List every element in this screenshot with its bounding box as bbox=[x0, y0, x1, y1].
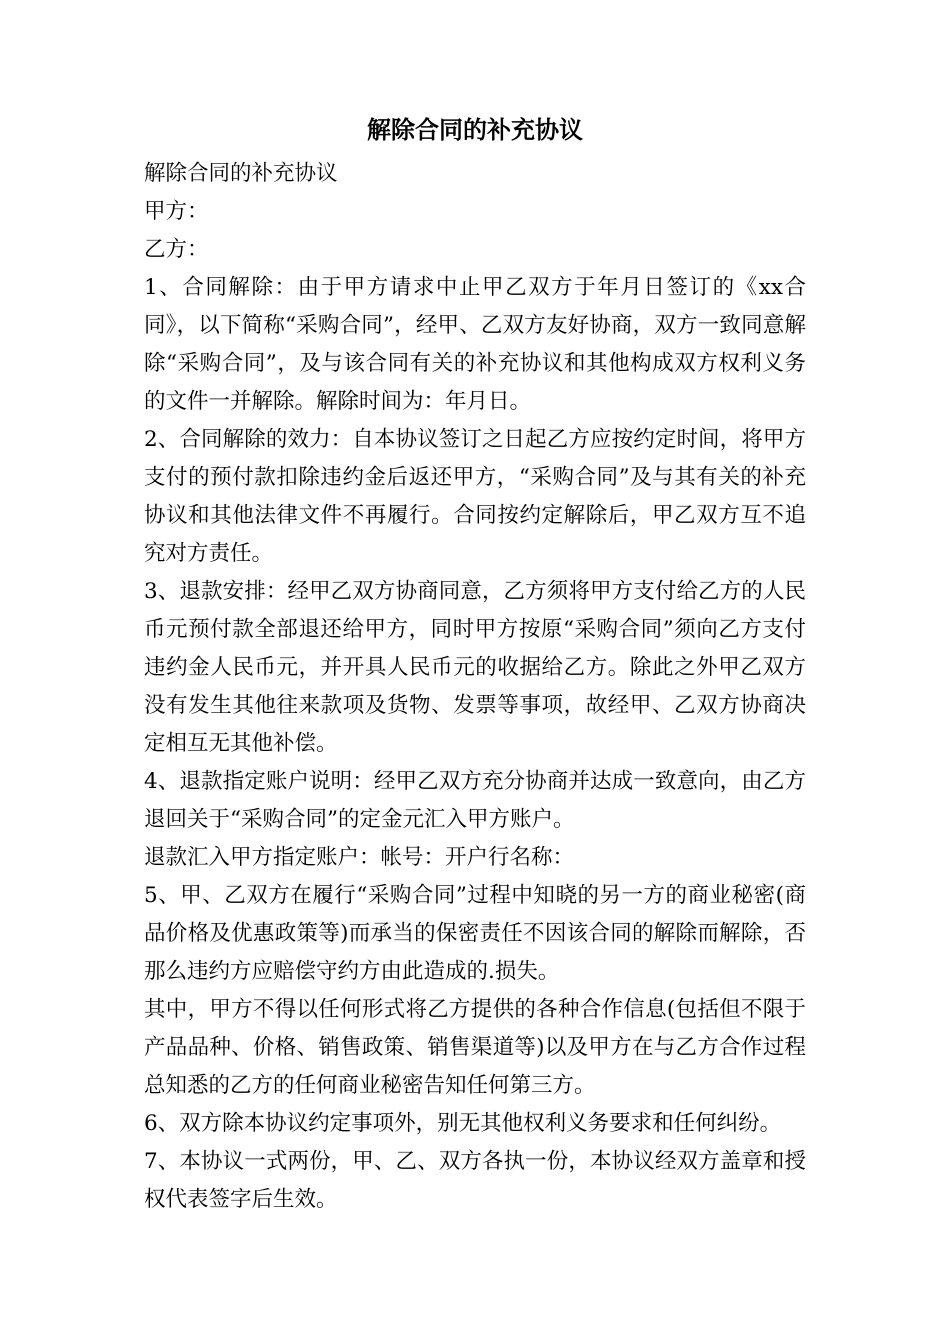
paragraph-clause-3: 3、退款安排：经甲乙双方协商同意，乙方须将甲方支付给乙方的人民币元预付款全部退还给甲方，同时甲方按原“采购合同”须向乙方支付违约金人民币元，并开具人民币元的收据给乙方。除此之外甲乙双方没有发生其他往来款项及货物、发票等事项，故经甲、乙双方协商决定相互无其他补偿。 bbox=[144, 579, 806, 756]
document-title: 解除合同的补充协议 bbox=[367, 116, 583, 144]
paragraph-clause-5: 5、甲、乙双方在履行“采购合同”过程中知晓的另一方的商业秘密(商品价格及优惠政策等)而承当的保密责任不因该合同的解除而解除，否那么违约方应赔偿守约方由此造成的.损失。 bbox=[144, 883, 806, 984]
paragraph-clause-2: 2、合同解除的效力：自本协议签订之日起乙方应按约定时间，将甲方支付的预付款扣除违约金后返还甲方，“采购合同”及与其有关的补充协议和其他法律文件不再履行。合同按约定解除后，甲乙双方互不追究对方责任。 bbox=[144, 427, 806, 566]
paragraph-subtitle: 解除合同的补充协议 bbox=[144, 161, 338, 186]
paragraph-account-info: 退款汇入甲方指定账户：帐号：开户行名称： bbox=[144, 845, 575, 870]
paragraph-clause-5-detail: 其中，甲方不得以任何形式将乙方提供的各种合作信息(包括但不限于产品品种、价格、销售政策、销售渠道等)以及甲方在与乙方合作过程总知悉的乙方的任何商业秘密告知任何第三方。 bbox=[144, 997, 806, 1098]
paragraph-party-b: 乙方： bbox=[144, 237, 209, 262]
paragraph-party-a: 甲方： bbox=[144, 199, 209, 224]
paragraph-clause-7: 7、本协议一式两份，甲、乙、双方各执一份，本协议经双方盖章和授权代表签字后生效。 bbox=[144, 1149, 806, 1212]
paragraph-clause-4: 4、退款指定账户说明：经甲乙双方充分协商并达成一致意向，由乙方退回关于“采购合同”的定金元汇入甲方账户。 bbox=[144, 769, 806, 832]
document-body bbox=[144, 155, 806, 1219]
paragraph-clause-1: 1、合同解除：由于甲方请求中止甲乙双方于年月日签订的《xx合同》，以下简称“采购合同”，经甲、乙双方友好协商，双方一致同意解除“采购合同”，及与该合同有关的补充协议和其他构成双方权利义务的文件一并解除。解除时间为：年月日。 bbox=[144, 275, 806, 414]
paragraph-clause-6: 6、双方除本协议约定事项外，别无其他权利义务要求和任何纠纷。 bbox=[144, 1111, 782, 1136]
